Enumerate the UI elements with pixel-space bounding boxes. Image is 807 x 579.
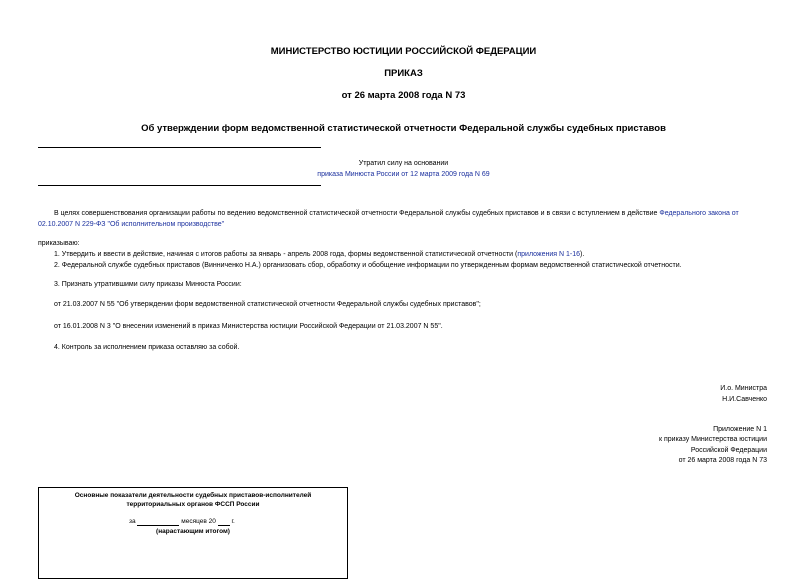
doc-date-number: от 26 марта 2008 года N 73 [341, 90, 466, 101]
signature-position: И.о. Министра [720, 385, 767, 392]
order-item-4: 4. Контроль за исполнением приказа оставляю за собой. [54, 344, 240, 351]
form-cumulative: (нарастающим итогом) [156, 528, 230, 535]
period-za: за [129, 518, 136, 525]
form-title-2: территориальных органов ФССП России [126, 501, 260, 508]
year-blank [218, 517, 230, 526]
preamble-text: В целях совершенствования организации работы по ведению ведомственной статистической отчетности Федеральной службы судебных приставов и в связи с вступлением в действие [54, 210, 660, 217]
appendix-line-3: Российской Федерации [690, 447, 767, 454]
appendix-line-1: Приложение N 1 [713, 426, 767, 433]
ministry-heading: МИНИСТЕРСТВО ЮСТИЦИИ РОССИЙСКОЙ ФЕДЕРАЦИИ [270, 46, 537, 57]
item1-text: 1. Утвердить и ввести в действие, начиная с итогов работы за январь - апрель 2008 года, формы ведомственной статистической отчетности ( [54, 251, 518, 258]
order-item-3b: от 16.01.2008 N 3 "О внесении изменений в приказ Министерства юстиции Российской Федерации от 21.03.2007 N 55". [54, 323, 443, 330]
appendices-link[interactable]: приложения N 1-16 [517, 251, 581, 258]
report-form-box [38, 487, 348, 579]
doc-title: Об утверждении форм ведомственной статистической отчетности Федеральной службы судебных приставов [141, 123, 666, 134]
appendix-line-4: от 26 марта 2008 года N 73 [678, 457, 767, 464]
order-word: приказываю: [38, 240, 80, 247]
invalidation-link[interactable]: приказа Минюста России от 12 марта 2009 года N 69 [317, 171, 490, 178]
invalidation-note: Утратил силу на основании [358, 160, 449, 167]
signature-name: Н.И.Савченко [722, 396, 767, 403]
order-item-3: 3. Признать утратившими силу приказы Минюста России: [54, 281, 242, 288]
form-title-1: Основные показатели деятельности судебных приставов-исполнителей [74, 492, 312, 499]
preamble-paragraph [38, 208, 770, 230]
federal-law-link[interactable]: Федерального закона от 02.10.2007 N 229-ФЗ "Об исполнительном производстве" [38, 210, 739, 228]
order-item-1 [54, 250, 774, 259]
divider-bottom [38, 185, 321, 186]
doc-type-heading: ПРИКАЗ [384, 68, 423, 79]
divider-top [38, 147, 321, 148]
order-item-3a: от 21.03.2007 N 55 "Об утверждении форм ведомственной статистической отчетности Федеральной службы судебных приставов"; [54, 301, 481, 308]
period-months: месяцев 20 [181, 518, 216, 525]
period-year: г. [231, 518, 235, 525]
item1-end: ). [580, 251, 585, 258]
months-blank [137, 517, 179, 526]
order-item-2: 2. Федеральной службе судебных приставов (Винниченко Н.А.) организовать сбор, обработку и обобщение информации по утвержденным формам ведомственной статистической отчетности. [54, 262, 682, 269]
appendix-line-2: к приказу Министерства юстиции [658, 436, 767, 443]
form-period-row [129, 517, 235, 526]
